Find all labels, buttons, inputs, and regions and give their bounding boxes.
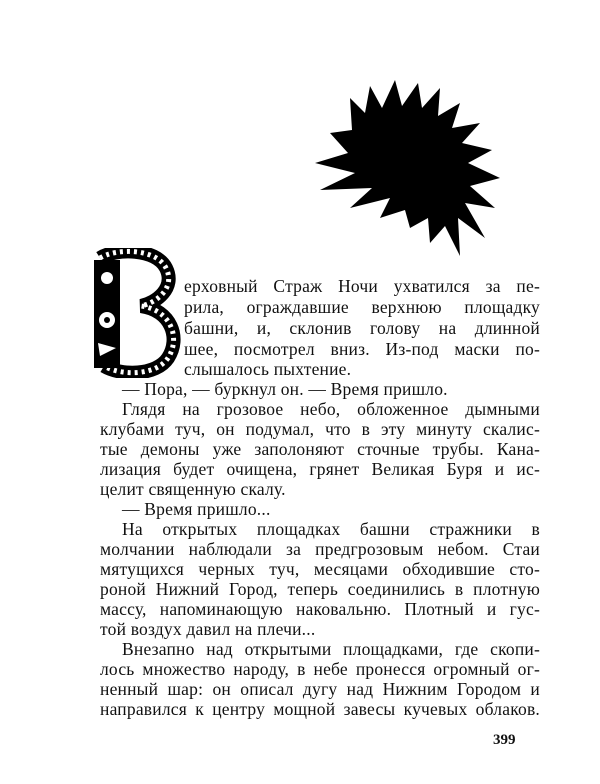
text-line: ненный шар: он описал дугу над Нижним Городом и <box>100 679 540 699</box>
ink-cloud-illustration <box>310 78 510 258</box>
text-line: слышалось пыхтение. <box>184 359 352 379</box>
text-line: клубами туч, он подумал, что в эту минуту скалис- <box>100 419 540 439</box>
text-line: направился к центру мощной завесы кучевых облаков. <box>100 699 540 719</box>
text-line: — Время пришло... <box>122 499 271 519</box>
text-line: Глядя на грозовое небо, обложенное дымными <box>122 399 540 419</box>
text-line: лось множество народу, в небе пронесся огромный ог- <box>100 659 540 679</box>
text-line: лизация будет очищена, грянет Великая Буря и ис- <box>100 459 540 479</box>
text-line: шее, посмотрел вниз. Из-под маски по- <box>184 339 540 359</box>
text-line: ерховный Страж Ночи ухватился за пе- <box>184 276 540 296</box>
text-line: массу, напоминающую наковальню. Плотный и гус- <box>100 599 540 619</box>
page-number: 399 <box>493 732 516 748</box>
text-line: молчании наблюдали за предгрозовым небом. Стаи <box>100 539 540 559</box>
text-line: роной Нижний Город, теперь соединились в плотную <box>100 579 540 599</box>
text-line: тые демоны уже заполоняют сточные трубы. Кана- <box>100 439 540 459</box>
text-line: — Пора, — буркнул он. — Время пришло. <box>122 379 448 399</box>
text-line: мятущихся черных туч, месяцами обходившие сто- <box>100 559 540 579</box>
text-line: башни, и, склонив голову на длинной <box>184 318 540 338</box>
text-line: Внезапно над открытыми площадками, где скопи- <box>122 639 540 659</box>
text-line: На открытых площадках башни стражники в <box>122 519 540 539</box>
ornamental-dropcap-dragon <box>86 248 182 378</box>
text-line: рила, ограждавшие верхнюю площадку <box>184 297 540 317</box>
text-line: той воздух давил на плечи... <box>100 619 316 639</box>
text-line: целит священную скалу. <box>100 479 286 499</box>
